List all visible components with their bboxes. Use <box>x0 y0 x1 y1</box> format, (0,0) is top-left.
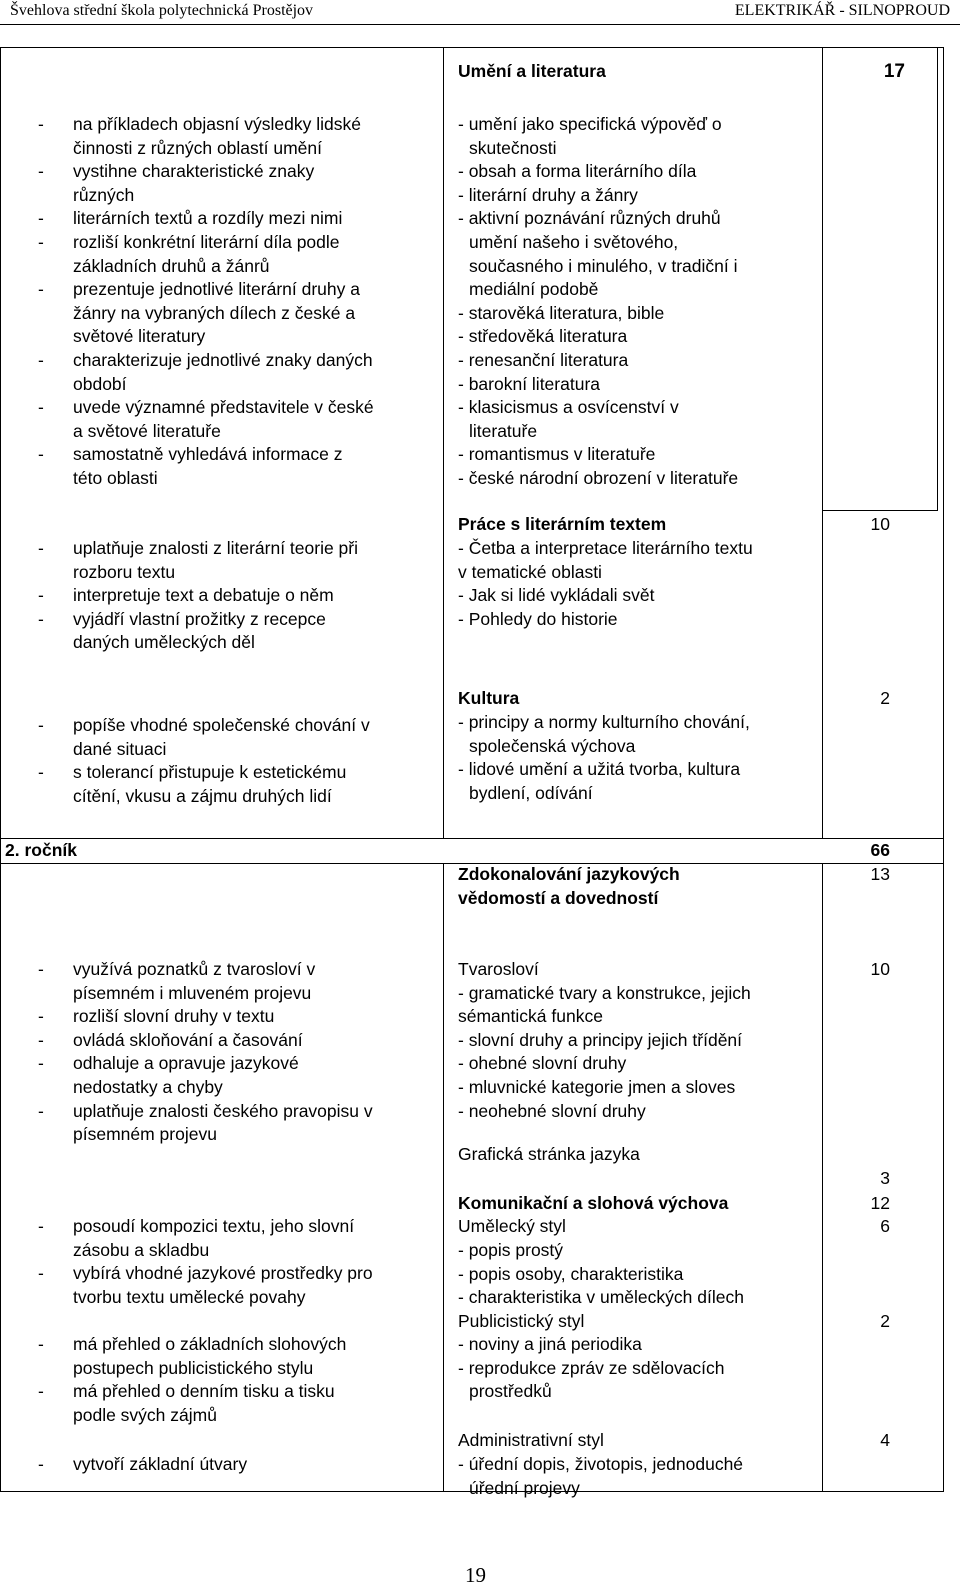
program-name: ELEKTRIKÁŘ - SILNOPROUD <box>734 2 950 19</box>
box-right-edge <box>937 47 938 511</box>
col-divider-1b <box>443 863 444 1492</box>
section-title-umeni: Umění a literatura <box>458 61 606 81</box>
hours-komunikace: 12 <box>870 1193 890 1213</box>
rocnik-label: 2. ročník <box>5 840 77 860</box>
outcomes-publicisticky: - má přehled o základních slohových postupech publicistického stylu - má přehled o denním tisku a tisku podle svých zájmů <box>38 1333 346 1427</box>
row-divider-1 <box>0 838 944 839</box>
grafika-label: Grafická stránka jazyka <box>458 1144 640 1164</box>
hours-publicisticky: 2 <box>880 1311 890 1331</box>
content-prace: - Četba a interpretace literárního textu v tematické oblasti - Jak si lidé vykládali svět - Pohledy do historie <box>458 538 753 629</box>
outcomes-prace: - uplatňuje znalosti z literární teorie při rozboru textu - interpretuje text a debatuje o něm - vyjádří vlastní prožitky z recepce daných uměleckých děl <box>38 537 358 655</box>
school-name: Švehlova střední škola polytechnická Prostějov <box>10 2 314 19</box>
content-tvaroslovi: Tvarosloví - gramatické tvary a konstrukce, jejich sémantická funkce - slovní druhy a principy jejich třídění - ohebné slovní druhy - mluvnické kategorie jmen a sloves - neohebné slovní druhy <box>458 959 751 1121</box>
rocnik-hours: 66 <box>870 840 890 860</box>
umelecky-label: Umělecký styl <box>458 1216 566 1236</box>
outcomes-umelecky: - posoudí kompozici textu, jeho slovní zásobu a skladbu - vybírá vhodné jazykové prostředky pro tvorbu textu umělecké povahy <box>38 1215 373 1309</box>
page-number: 19 <box>465 1563 486 1587</box>
section-title-zdokonalovani: Zdokonalování jazykových vědomostí a dovedností <box>458 864 680 908</box>
hours-tvaroslovi: 10 <box>870 959 890 979</box>
publicisticky-label: Publicistický styl <box>458 1311 585 1331</box>
hours-prace: 10 <box>870 514 890 534</box>
table-border-left <box>0 47 1 1492</box>
hours-administrativni: 4 <box>880 1430 890 1450</box>
hours-grafika: 3 <box>880 1168 890 1188</box>
table-border-top <box>0 47 944 48</box>
hours-umeni: 17 <box>883 61 905 82</box>
col-divider-2 <box>822 47 823 838</box>
content-publicisticky: - noviny a jiná periodika - reprodukce zpráv ze sdělovacích prostředků <box>458 1334 725 1402</box>
table-border-right <box>943 47 944 1492</box>
col-divider-1 <box>443 47 444 838</box>
content-administrativni: - úřední dopis, životopis, jednoduché úřední projevy <box>458 1454 744 1498</box>
outcomes-administrativni: - vytvoří základní útvary <box>38 1453 247 1477</box>
content-kultura: - principy a normy kulturního chování, společenská výchova - lidové umění a užitá tvorba, kultura bydlení, odívání <box>458 712 750 803</box>
section-title-prace: Práce s literárním textem <box>458 514 667 534</box>
section-title-kultura: Kultura <box>458 688 520 708</box>
col-divider-2b <box>822 863 823 1492</box>
content-umelecky: - popis prostý - popis osoby, charakteristika - charakteristika v uměleckých dílech <box>458 1240 744 1308</box>
hours-zdokonalovani: 13 <box>870 864 890 884</box>
page-header <box>0 0 960 25</box>
outcomes-tvaroslovi: - využívá poznatků z tvarosloví v písemném i mluveném projevu - rozliší slovní druhy v textu - ovládá skloňování a časování - odhaluje a opravuje jazykové nedostatky a chyby - uplatňuje znalosti českého pravopisu v písemném projevu <box>38 958 373 1147</box>
content-umeni: - umění jako specifická výpověď o skutečnosti - obsah a forma literárního díla - literární druhy a žánry - aktivní poznávání různých druhů umění našeho i světového, současného i minulého, v tradiční i mediální podobě - starověká literatura, bible - středověká literatura - renesanční literatura - barokní literatura - klasicismus a osvícenství v literatuře - romantismus v literatuře - české národní obrození v literatuře <box>458 114 739 488</box>
outcomes-umeni: - na příkladech objasní výsledky lidské činnosti z různých oblastí umění - vystihne charakteristické znaky různých - literárních textů a rozdíly mezi nimi - rozliší konkrétní literární díla podle základních druhů a žánrů - prezentuje jednotlivé literární druhy a žánry na vybraných dílech z české a světové literatury - charakterizuje jednotlivé znaky daných období - uvede významné představitele v české a světové literatuře - samostatně vyhledává informace z této oblasti <box>38 113 374 491</box>
section-title-komunikace: Komunikační a slohová výchova <box>458 1193 729 1213</box>
hours-kultura: 2 <box>880 688 890 708</box>
administrativni-label: Administrativní styl <box>458 1430 604 1450</box>
box-bottom-edge <box>822 510 938 511</box>
hours-umelecky: 6 <box>880 1216 890 1236</box>
outcomes-kultura: - popíše vhodné společenské chování v dané situaci - s tolerancí přistupuje k estetickému cítění, vkusu a zájmu druhých lidí <box>38 714 370 808</box>
